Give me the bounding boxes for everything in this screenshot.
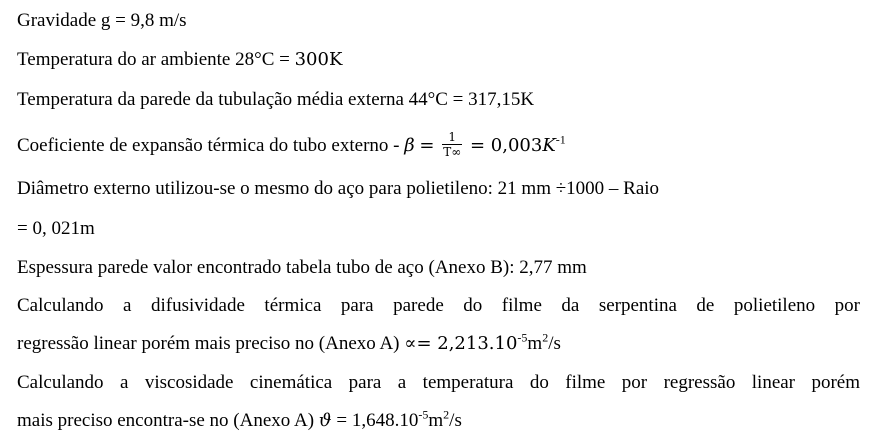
diffusivity-unit: m xyxy=(527,333,543,354)
wall-thickness-line xyxy=(17,256,587,280)
diffusivity-text-1: Calculando a difusividade térmica para parede do filme da serpentina de polietileno por xyxy=(17,295,860,316)
viscosity-unit-tail: /s xyxy=(449,410,462,431)
external-diameter-text: Diâmetro externo utilizou-se o mesmo do aço para polietileno: 21 mm ÷1000 – Raio xyxy=(17,178,660,199)
ambient-temperature-value: 300K xyxy=(294,49,343,70)
alpha-symbol: ∝ xyxy=(404,333,417,354)
diffusivity-text-2: regressão linear porém mais preciso no (Anexo A) xyxy=(17,333,405,354)
external-diameter-line xyxy=(17,177,659,201)
fraction-denominator: T∞ xyxy=(443,145,462,159)
ambient-temperature-line xyxy=(17,48,342,72)
expansion-coefficient-text: Coeficiente de expansão térmica do tubo externo - xyxy=(17,134,405,156)
expansion-coefficient-line xyxy=(17,132,566,161)
viscosity-text-1: Calculando a viscosidade cinemática para a temperatura do filme por regressão linear porém xyxy=(17,372,860,393)
fraction xyxy=(442,130,462,159)
equals-sign: = xyxy=(419,134,435,156)
viscosity-line-1 xyxy=(17,371,860,395)
viscosity-value: = 1,648.10 xyxy=(331,410,419,431)
diffusivity-exponent: -5 xyxy=(517,330,528,345)
diffusivity-line-2 xyxy=(17,332,561,356)
theta-symbol: ϑ xyxy=(318,410,332,431)
wall-temperature-text: Temperatura da parede da tubulação média externa 44°C = 317,15K xyxy=(17,89,535,110)
gravity-line xyxy=(17,9,187,33)
fraction-numerator: 1 xyxy=(442,130,462,145)
ambient-temperature-text: Temperatura do ar ambiente 28°C = xyxy=(17,49,295,70)
wall-thickness-text: Espessura parede valor encontrado tabela tubo de aço (Anexo B): 2,77 mm xyxy=(17,257,587,278)
diffusivity-unit-tail: /s xyxy=(548,333,561,354)
radius-line xyxy=(17,217,95,241)
diffusivity-unit-exponent: 2 xyxy=(542,330,549,345)
viscosity-text-2: mais preciso encontra-se no (Anexo A) xyxy=(17,410,319,431)
expansion-coefficient-value: = 0,003 xyxy=(470,134,543,156)
kelvin-symbol: K xyxy=(542,134,556,156)
gravity-text: Gravidade g = 9,8 m/s xyxy=(17,10,187,31)
radius-text: = 0, 021m xyxy=(17,218,95,239)
viscosity-line-2 xyxy=(17,409,462,433)
wall-temperature-line xyxy=(17,88,534,112)
viscosity-unit-exponent: 2 xyxy=(443,407,450,422)
beta-symbol: β xyxy=(404,134,415,156)
diffusivity-value: = 2,213.10 xyxy=(416,333,518,354)
diffusivity-line-1 xyxy=(17,294,860,318)
viscosity-exponent: -5 xyxy=(418,407,429,422)
kelvin-exponent: -1 xyxy=(555,132,566,147)
viscosity-unit: m xyxy=(428,410,444,431)
